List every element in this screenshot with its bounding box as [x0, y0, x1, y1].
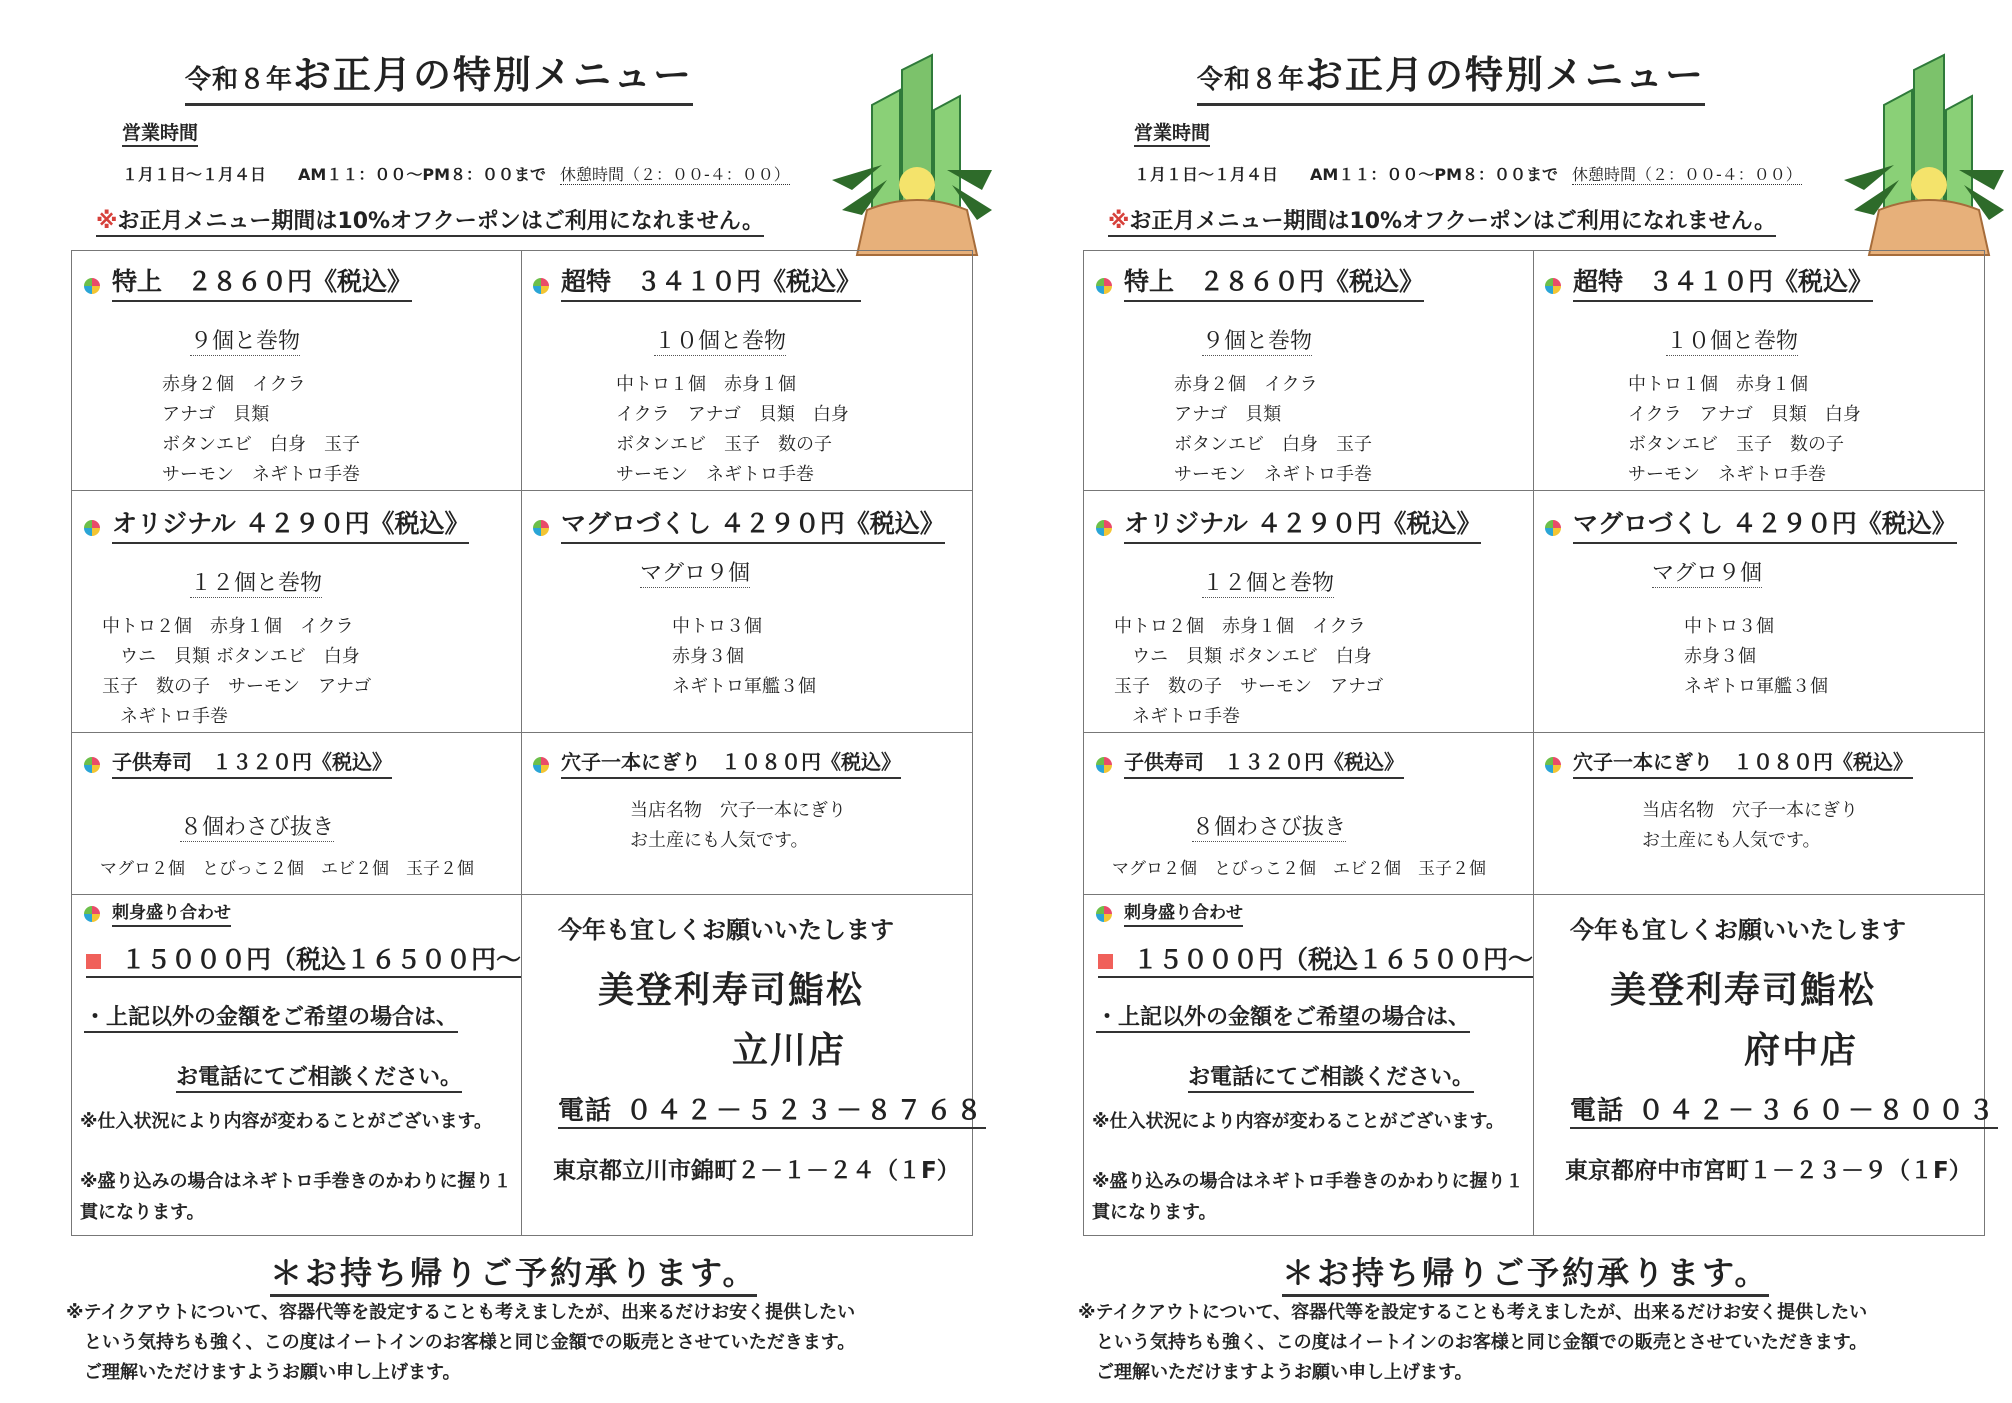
phone-number: 電話 ０４２－３６０－８００３: [1570, 1090, 1998, 1129]
menu-item-original: [84, 504, 469, 544]
menu-item-tokujo: [1096, 262, 1424, 302]
sashimi-note-call: お電話にてご相談ください。: [1188, 1060, 1474, 1093]
menu-subtitle: ８個わさび抜き: [180, 810, 334, 842]
grid-divider-h1: [71, 490, 973, 491]
menu-title: 穴子一本にぎり １０８０円《税込》: [1573, 746, 1913, 779]
shop-name: 美登利寿司鮨松: [1610, 970, 1877, 1011]
menu-items: 赤身２個 イクラ アナゴ 貝類 ボタンエビ 白身 玉子 サーモン ネギトロ手巻: [1174, 374, 1372, 485]
takeout-title: ＊お持ち帰りご予約承ります。: [1282, 1248, 1769, 1297]
flower-icon: [84, 757, 100, 773]
menu-title: 特上 ２８６０円《税込》: [112, 262, 412, 302]
menu-items: 赤身２個 イクラ アナゴ 貝類 ボタンエビ 白身 玉子 サーモン ネギトロ手巻: [162, 374, 360, 485]
flyer-tachikawa: [0, 0, 1000, 1403]
square-bullet-icon: [1098, 954, 1113, 969]
menu-items: 中トロ１個 赤身１個 イクラ アナゴ 貝類 白身 ボタンエビ 玉子 数の子 サーモン ネギトロ手巻: [616, 374, 849, 485]
flower-icon: [533, 278, 549, 294]
menu-title: 子供寿司 １３２０円《税込》: [112, 746, 392, 779]
menu-subtitle: １０個と巻物: [1666, 324, 1798, 356]
flower-icon: [84, 906, 100, 922]
flyer-title: 令和８年お正月の特別メニュー: [185, 44, 693, 106]
menu-title: 超特 ３４１０円《税込》: [1573, 262, 1873, 302]
menu-items: 中トロ３個 赤身３個 ネギトロ軍艦３個: [1684, 616, 1828, 697]
menu-items: 中トロ２個 赤身１個 イクラ ウニ 貝類 ボタンエビ 白身 玉子 数の子 サーモン アナゴ ネギトロ手巻: [102, 616, 372, 727]
flower-icon: [84, 278, 100, 294]
flyer-title: 令和８年お正月の特別メニュー: [1197, 44, 1705, 106]
flower-icon: [1096, 906, 1112, 922]
flower-icon: [1096, 278, 1112, 294]
menu-subtitle: マグロ９個: [640, 556, 750, 588]
flower-icon: [1096, 520, 1112, 536]
sashimi-note-stock: ※仕入状況により内容が変わることがございます。: [1092, 1111, 1505, 1132]
menu-items: マグロ２個 とびっこ２個 エビ２個 玉子２個: [100, 859, 474, 879]
menu-item-anago: [1545, 746, 1913, 779]
coupon-notice: ※お正月メニュー期間は10%オフクーポンはご利用になれません。: [1108, 204, 1776, 237]
sashimi-section: [1096, 898, 1243, 927]
grid-divider-h3: [71, 894, 973, 895]
menu-description: 当店名物 穴子一本にぎり お土産にも人気です。: [630, 800, 846, 851]
grid-divider-v: [521, 250, 522, 1236]
sashimi-note-call: お電話にてご相談ください。: [176, 1060, 462, 1093]
takeout-note: ※テイクアウトについて、容器代等を設定することも考えましたが、出来るだけお安く提供したい という気持ちも強く、この度はイートインのお客様と同じ金額での販売とさせていただきます。 ご理解いただけますようお願い申し上げます。: [66, 1302, 856, 1383]
flower-icon: [84, 520, 100, 536]
sashimi-title: 刺身盛り合わせ: [112, 898, 231, 927]
sashimi-title: 刺身盛り合わせ: [1124, 898, 1243, 927]
menu-items: マグロ２個 とびっこ２個 エビ２個 玉子２個: [1112, 859, 1486, 879]
menu-item-maguro: [1545, 504, 1957, 544]
branch-name: 立川店: [732, 1030, 847, 1071]
menu-subtitle: ９個と巻物: [1202, 324, 1312, 356]
menu-item-maguro: [533, 504, 945, 544]
sashimi-section: [84, 898, 231, 927]
menu-subtitle: １２個と巻物: [1202, 566, 1334, 598]
hours-row: １月１日～１月４日 AM１１：００～PM８：００まで 休憩時間（２：００-４：００）: [122, 165, 790, 184]
kadomatsu-illustration: [1844, 50, 2004, 260]
menu-subtitle: マグロ９個: [1652, 556, 1762, 588]
grid-divider-v: [1533, 250, 1534, 1236]
flower-icon: [1545, 757, 1561, 773]
menu-subtitle: ９個と巻物: [190, 324, 300, 356]
menu-title: オリジナル ４２９０円《税込》: [1124, 504, 1481, 544]
menu-item-anago: [533, 746, 901, 779]
menu-item-tokujo: [84, 262, 412, 302]
takeout-title: ＊お持ち帰りご予約承ります。: [270, 1248, 757, 1297]
flower-icon: [533, 520, 549, 536]
shop-name: 美登利寿司鮨松: [598, 970, 865, 1011]
menu-title: マグロづくし ４２９０円《税込》: [561, 504, 945, 544]
flower-icon: [1545, 520, 1561, 536]
menu-items: 中トロ１個 赤身１個 イクラ アナゴ 貝類 白身 ボタンエビ 玉子 数の子 サーモン ネギトロ手巻: [1628, 374, 1861, 485]
greeting: 今年も宜しくお願いいたします: [1570, 916, 1906, 944]
menu-items: 中トロ３個 赤身３個 ネギトロ軍艦３個: [672, 616, 816, 697]
kadomatsu-illustration: [832, 50, 992, 260]
menu-item-original: [1096, 504, 1481, 544]
sashimi-note-moriawase: ※盛り込みの場合はネギトロ手巻きのかわりに握り１貫になります。: [80, 1171, 512, 1223]
grid-divider-h2: [1083, 732, 1985, 733]
menu-item-kids: [84, 746, 392, 779]
hours-row: １月１日～１月４日 AM１１：００～PM８：００まで 休憩時間（２：００-４：００）: [1134, 165, 1802, 184]
sashimi-price: １５０００円（税込１６５００円～: [86, 940, 521, 978]
coupon-notice: ※お正月メニュー期間は10%オフクーポンはご利用になれません。: [96, 204, 764, 237]
phone-number: 電話 ０４２－５２３－８７６８: [558, 1090, 986, 1129]
menu-description: 当店名物 穴子一本にぎり お土産にも人気です。: [1642, 800, 1858, 851]
sashimi-note-custom: ・上記以外の金額をご希望の場合は、: [1096, 1000, 1470, 1033]
sashimi-note-moriawase: ※盛り込みの場合はネギトロ手巻きのかわりに握り１貫になります。: [1092, 1171, 1524, 1223]
sashimi-note-custom: ・上記以外の金額をご希望の場合は、: [84, 1000, 458, 1033]
flyer-fuchu: [1012, 0, 2012, 1403]
menu-title: マグロづくし ４２９０円《税込》: [1573, 504, 1957, 544]
square-bullet-icon: [86, 954, 101, 969]
menu-title: 特上 ２８６０円《税込》: [1124, 262, 1424, 302]
flower-icon: [533, 757, 549, 773]
grid-divider-h2: [71, 732, 973, 733]
menu-items: 中トロ２個 赤身１個 イクラ ウニ 貝類 ボタンエビ 白身 玉子 数の子 サーモン アナゴ ネギトロ手巻: [1114, 616, 1384, 727]
flower-icon: [1545, 278, 1561, 294]
shop-address: 東京都立川市錦町２－１－２４（１F）: [553, 1158, 960, 1184]
flower-icon: [1096, 757, 1112, 773]
menu-item-chotoku: [533, 262, 861, 302]
menu-title: 超特 ３４１０円《税込》: [561, 262, 861, 302]
menu-title: 穴子一本にぎり １０８０円《税込》: [561, 746, 901, 779]
menu-subtitle: １２個と巻物: [190, 566, 322, 598]
grid-divider-h3: [1083, 894, 1985, 895]
grid-divider-h1: [1083, 490, 1985, 491]
shop-address: 東京都府中市宮町１－２３－９（１F）: [1565, 1158, 1972, 1184]
hours-label: 営業時間: [1134, 118, 1210, 147]
menu-subtitle: ８個わさび抜き: [1192, 810, 1346, 842]
menu-subtitle: １０個と巻物: [654, 324, 786, 356]
sashimi-price: １５０００円（税込１６５００円～: [1098, 940, 1533, 978]
menu-title: 子供寿司 １３２０円《税込》: [1124, 746, 1404, 779]
menu-item-kids: [1096, 746, 1404, 779]
branch-name: 府中店: [1744, 1030, 1859, 1071]
menu-item-chotoku: [1545, 262, 1873, 302]
takeout-note: ※テイクアウトについて、容器代等を設定することも考えましたが、出来るだけお安く提供したい という気持ちも強く、この度はイートインのお客様と同じ金額での販売とさせていただきます。 ご理解いただけますようお願い申し上げます。: [1078, 1302, 1868, 1383]
sashimi-note-stock: ※仕入状況により内容が変わることがございます。: [80, 1111, 493, 1132]
hours-label: 営業時間: [122, 118, 198, 147]
greeting: 今年も宜しくお願いいたします: [558, 916, 894, 944]
menu-title: オリジナル ４２９０円《税込》: [112, 504, 469, 544]
